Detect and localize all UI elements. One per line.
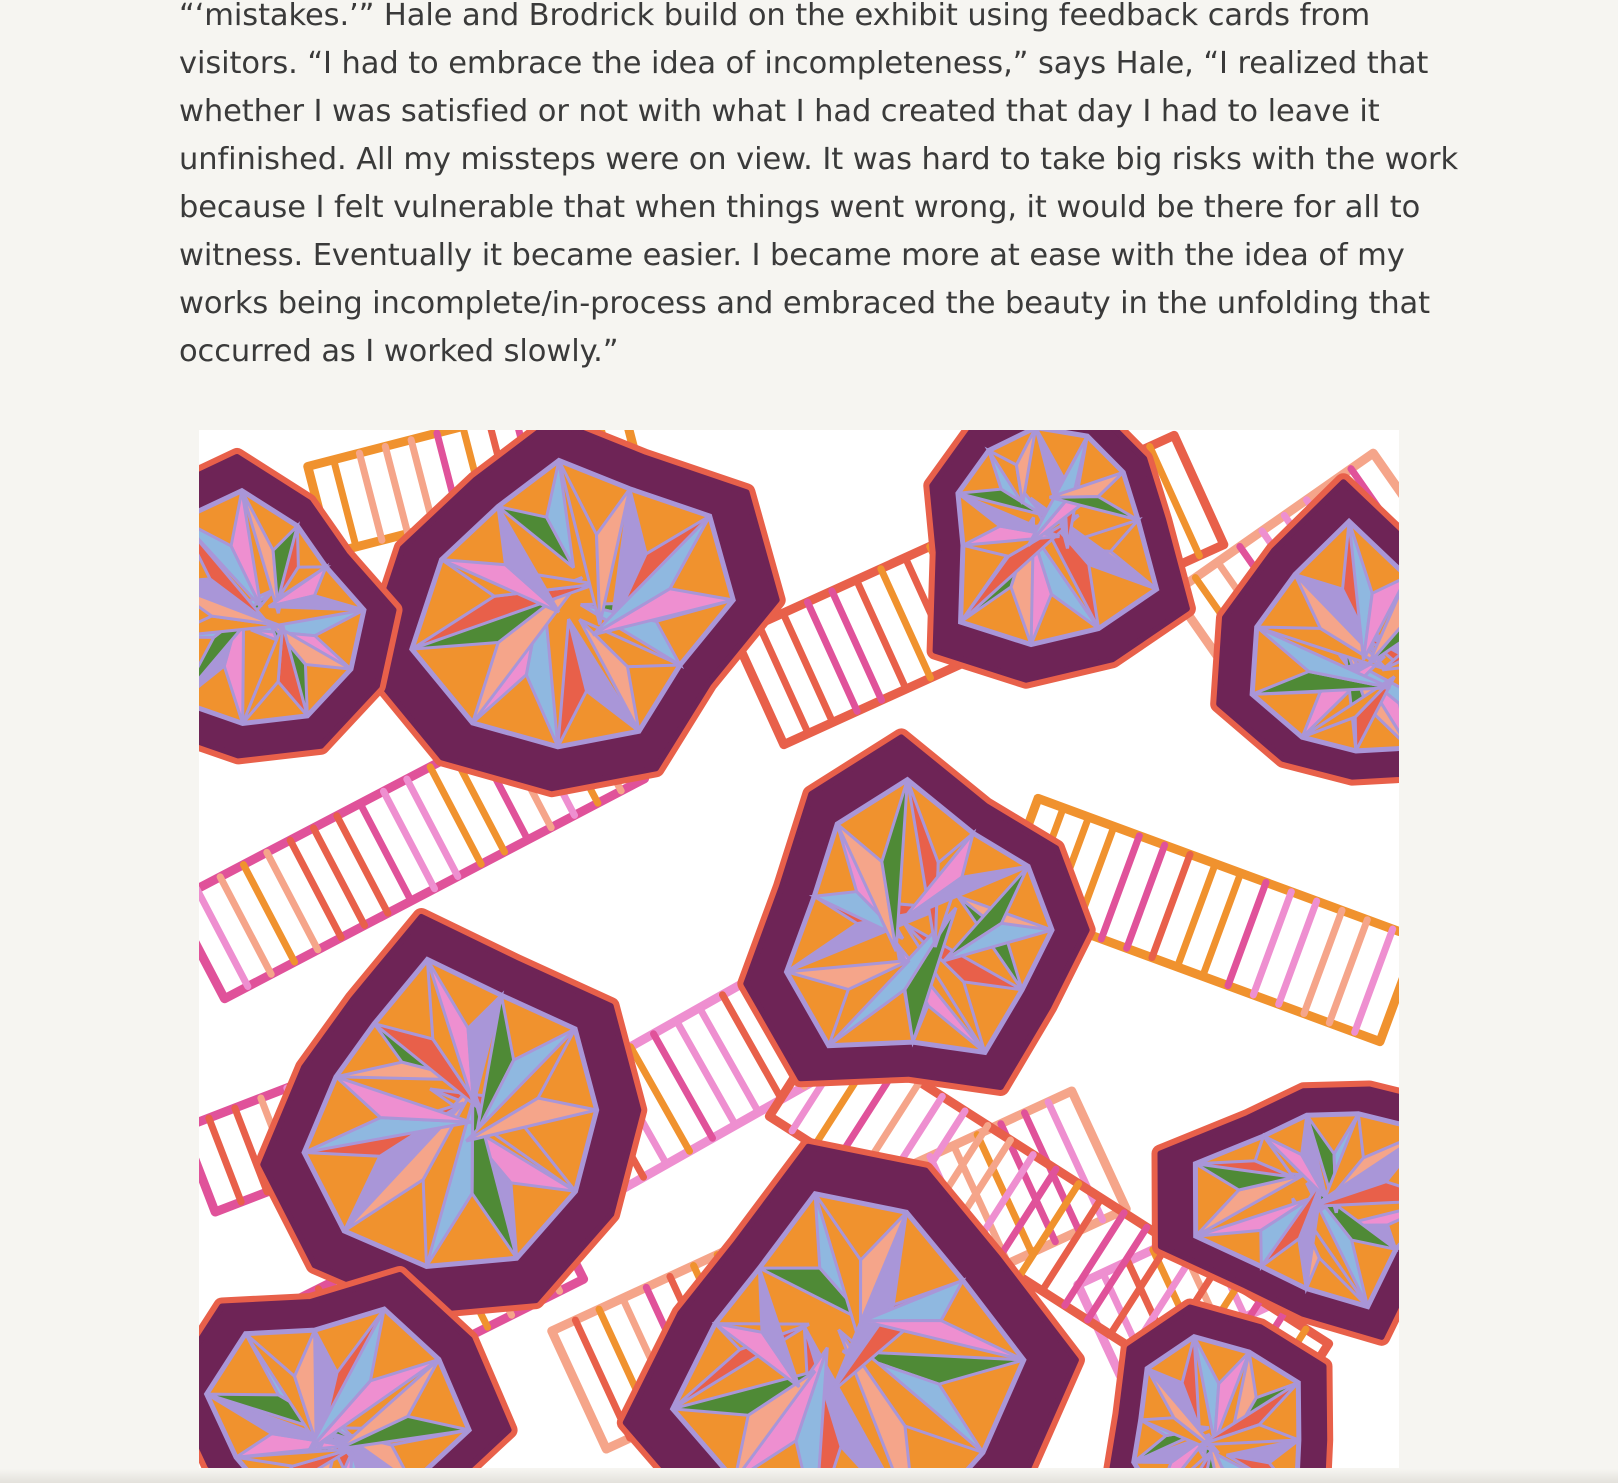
paragraph-line: works being incomplete/in-process and embraced the beauty in the unfolding that	[179, 286, 1431, 321]
article-paragraph	[179, 0, 1459, 376]
paragraph-line: “‘mistakes.’” Hale and Brodrick build on the exhibit using feedback cards from	[179, 0, 1371, 33]
paragraph-line: occurred as I worked slowly.”	[179, 334, 619, 369]
artwork-image	[199, 430, 1399, 1468]
paragraph-line: whether I was satisfied or not with what I had created that day I had to leave it	[179, 94, 1380, 129]
paragraph-line: witness. Eventually it became easier. I became more at ease with the idea of my	[179, 238, 1405, 273]
mosaic-cluster	[932, 430, 1187, 680]
paragraph-line: because I felt vulnerable that when things went wrong, it would be there for all to	[179, 190, 1421, 225]
paragraph-line: unfinished. All my missteps were on view. It was hard to take big risks with the work	[179, 142, 1459, 177]
paper-cut-collage	[199, 430, 1399, 1468]
paragraph-line: visitors. “I had to embrace the idea of incompleteness,” says Hale, “I realized that	[179, 46, 1429, 81]
bottom-edge-shadow	[0, 1469, 1618, 1483]
